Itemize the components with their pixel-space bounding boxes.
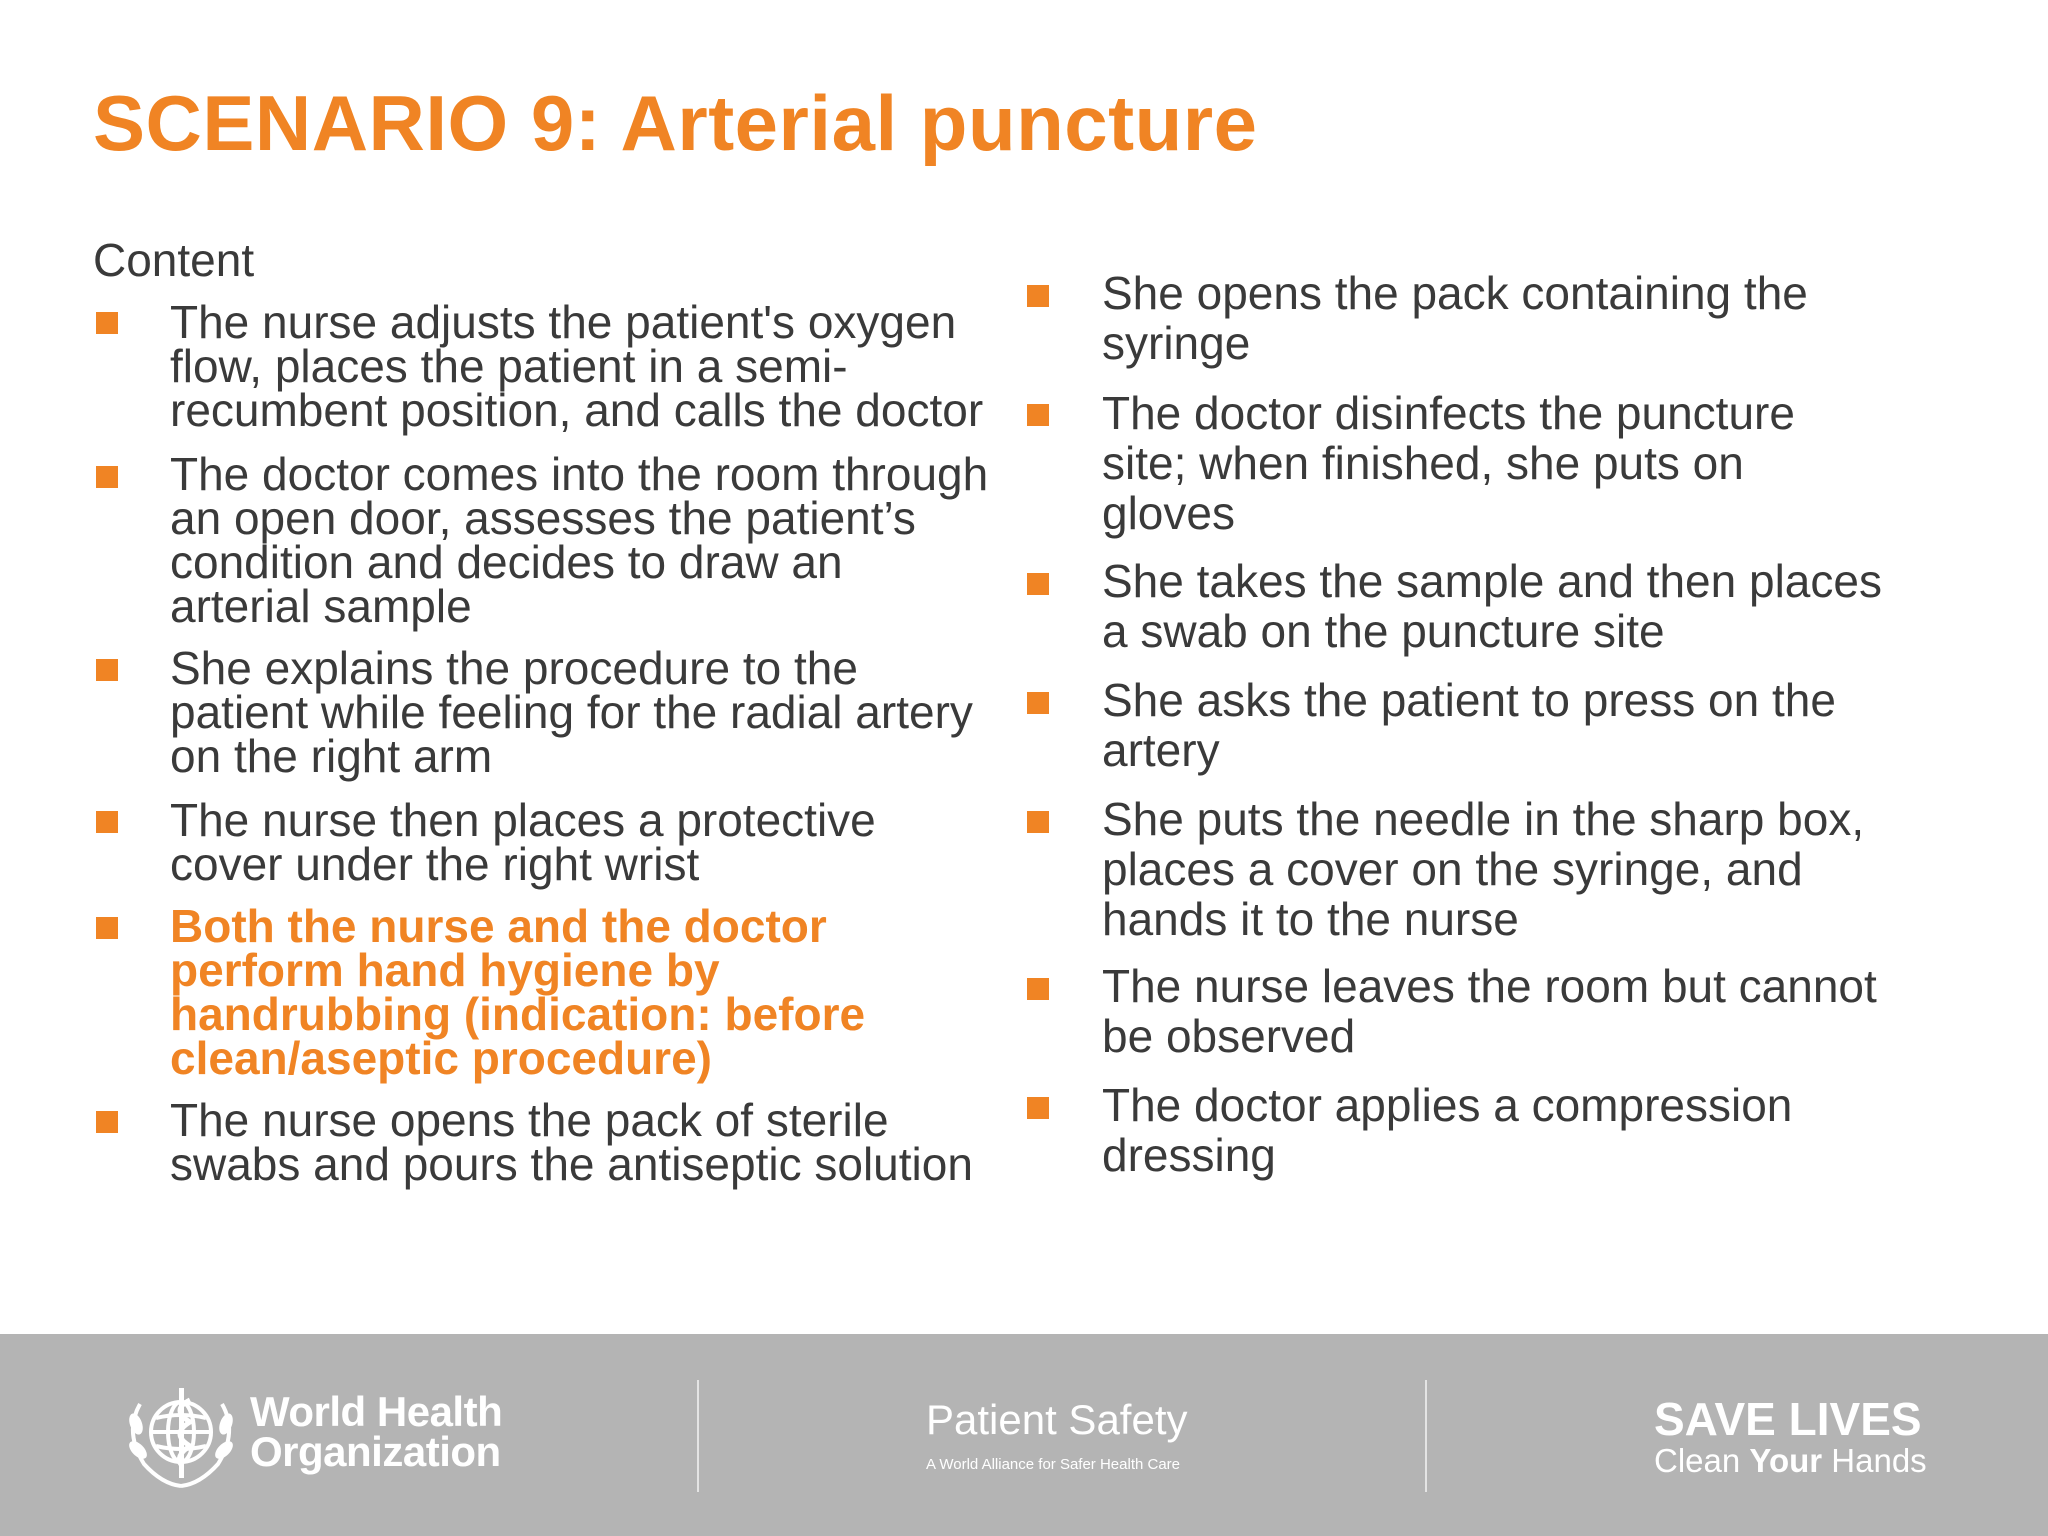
- bullet-marker: [96, 659, 118, 681]
- list-item: The nurse opens the pack of sterile swabs and pours the antiseptic solution: [170, 1094, 973, 1190]
- list-item: She opens the pack containing the syringe: [1102, 267, 1808, 369]
- footer-divider: [1425, 1380, 1427, 1492]
- save-lives-title: SAVE LIVES: [1654, 1393, 1922, 1445]
- bullet-marker: [96, 917, 118, 939]
- list-item: The doctor applies a compression dressing: [1102, 1079, 1793, 1181]
- who-logo-text: World Health Organization: [250, 1388, 503, 1475]
- content-heading: Content: [93, 234, 255, 286]
- patient-safety-subtitle: A World Alliance for Safer Health Care: [926, 1456, 1181, 1473]
- bullet-marker: [1027, 1097, 1049, 1119]
- slide-title: SCENARIO 9: Arterial puncture: [93, 79, 1258, 167]
- highlighted-list-item: Both the nurse and the doctor perform hand hygiene by handrubbing (indication: before clean/aseptic procedure): [170, 900, 866, 1084]
- bullet-marker: [1027, 811, 1049, 833]
- who-emblem-icon: [118, 1380, 244, 1490]
- bullet-marker: [96, 811, 118, 833]
- list-item: She takes the sample and then places a swab on the puncture site: [1102, 555, 1882, 657]
- list-item: The doctor disinfects the puncture site; when finished, she puts on gloves: [1102, 387, 1795, 539]
- list-item: The nurse adjusts the patient's oxygen flow, places the patient in a semi- recumbent position, and calls the doctor: [170, 296, 984, 436]
- bullet-marker: [1027, 692, 1049, 714]
- bullet-marker: [96, 466, 118, 488]
- list-item: The doctor comes into the room through an open door, assesses the patient’s condition and decides to draw an arterial sample: [170, 448, 989, 632]
- bullet-marker: [96, 312, 118, 334]
- patient-safety-title: Patient Safety: [926, 1396, 1188, 1443]
- list-item: She asks the patient to press on the artery: [1102, 674, 1836, 776]
- footer-divider: [697, 1380, 699, 1492]
- footer-bar: [0, 1334, 2048, 1536]
- list-item: She puts the needle in the sharp box, places a cover on the syringe, and hands it to the nurse: [1102, 793, 1865, 945]
- list-item: The nurse leaves the room but cannot be observed: [1102, 960, 1877, 1062]
- list-item: She explains the procedure to the patient while feeling for the radial artery on the right arm: [170, 642, 973, 782]
- list-item: The nurse then places a protective cover under the right wrist: [170, 794, 876, 890]
- bullet-marker: [96, 1111, 118, 1133]
- clean-your-hands-slogan: Clean Your Hands: [1654, 1442, 1927, 1479]
- bullet-marker: [1027, 573, 1049, 595]
- bullet-marker: [1027, 285, 1049, 307]
- bullet-marker: [1027, 404, 1049, 426]
- bullet-marker: [1027, 978, 1049, 1000]
